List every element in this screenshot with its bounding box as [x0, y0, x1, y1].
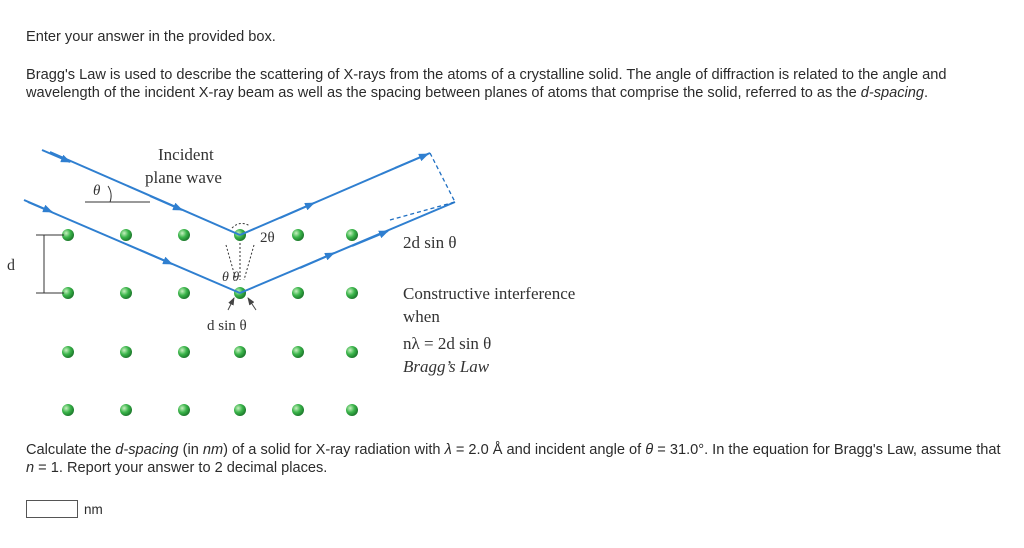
ray-arrow-icon	[150, 196, 182, 210]
bragg-diagram	[0, 140, 620, 430]
d-sin-theta-label: d sin θ	[207, 318, 247, 334]
question-text: ) of a solid for X-ray radiation with	[223, 442, 445, 458]
atom	[346, 287, 358, 299]
ray-arrow-icon	[300, 253, 334, 268]
atom	[178, 404, 190, 416]
atom-row-4	[62, 404, 358, 416]
ray-arrow-icon	[280, 203, 314, 218]
bragg-law-label: Bragg’s Law	[403, 357, 490, 376]
unit-term: nm	[202, 442, 224, 458]
atom	[292, 404, 304, 416]
d-spacing-term: d-spacing	[115, 442, 179, 458]
normal-dashed	[244, 245, 254, 280]
theta-pair-label: θ θ	[222, 270, 240, 285]
intro-text: Bragg's Law is used to describe the scattering of X-rays from the atoms of a crystalline solid. The angle of diffraction is related to the angle and wavelength of the incident X-ray beam as well as the spacing between planes of atoms that comprise the solid, referred to as the	[26, 67, 947, 101]
atom	[120, 404, 132, 416]
question-paragraph	[26, 441, 1006, 477]
atom-row-2	[62, 287, 358, 299]
path-difference-dashed	[430, 153, 455, 202]
question-text: = 1. Report your answer to 2 decimal places.	[34, 460, 328, 476]
question-text: = 2.0 Å and incident angle of	[451, 442, 646, 458]
when-label: when	[403, 307, 440, 326]
intro-end: .	[924, 85, 929, 101]
atom	[120, 287, 132, 299]
two-d-sin-label: 2d sin θ	[403, 233, 457, 252]
question-text: (in	[178, 442, 203, 458]
answer-row	[26, 500, 103, 518]
atom-row-3	[62, 346, 358, 358]
ray-arrow-icon	[24, 200, 52, 212]
atom	[346, 346, 358, 358]
instructions-text: Enter your answer in the provided box.	[26, 29, 276, 45]
atom	[62, 346, 74, 358]
two-theta-arc	[232, 223, 250, 228]
lambda-symbol: λ	[444, 442, 452, 458]
constructive-label: Constructive interference	[403, 284, 576, 303]
atom	[234, 346, 246, 358]
atom	[234, 404, 246, 416]
two-theta-label: 2θ	[260, 230, 275, 246]
atom	[292, 287, 304, 299]
atom	[178, 287, 190, 299]
lower-incident-ray	[28, 202, 240, 293]
theta-arc	[108, 186, 111, 202]
atom	[178, 229, 190, 241]
bragg-equation: nλ = 2d sin θ	[403, 334, 492, 353]
atom	[346, 229, 358, 241]
ray-arrow-icon	[140, 250, 172, 264]
d-label: d	[7, 257, 15, 274]
atom	[120, 229, 132, 241]
question-text: = 31.0°. In the equation for Bragg's Law, assume that	[653, 442, 1001, 458]
d-sin-arrow-icon	[228, 298, 234, 310]
intro-paragraph	[26, 66, 1006, 102]
plane-wave-label: plane wave	[145, 168, 222, 187]
upper-incident-ray	[50, 152, 240, 235]
ray-arrow-icon	[395, 154, 428, 168]
atom	[178, 346, 190, 358]
d-spacing-term: d-spacing	[860, 85, 925, 101]
atom	[292, 229, 304, 241]
d-sin-arrow-icon	[248, 298, 256, 310]
answer-input[interactable]	[26, 500, 78, 518]
incident-label: Incident	[158, 145, 214, 164]
path-difference-dashed	[390, 202, 455, 220]
answer-unit: nm	[84, 501, 103, 517]
ray-arrow-icon	[42, 150, 70, 162]
atom	[120, 346, 132, 358]
theta-symbol: θ	[645, 442, 654, 458]
atom	[292, 346, 304, 358]
n-symbol: n	[26, 460, 35, 476]
question-text: Calculate the	[26, 442, 116, 458]
atom	[346, 404, 358, 416]
theta-label: θ	[93, 183, 101, 199]
atom	[62, 404, 74, 416]
